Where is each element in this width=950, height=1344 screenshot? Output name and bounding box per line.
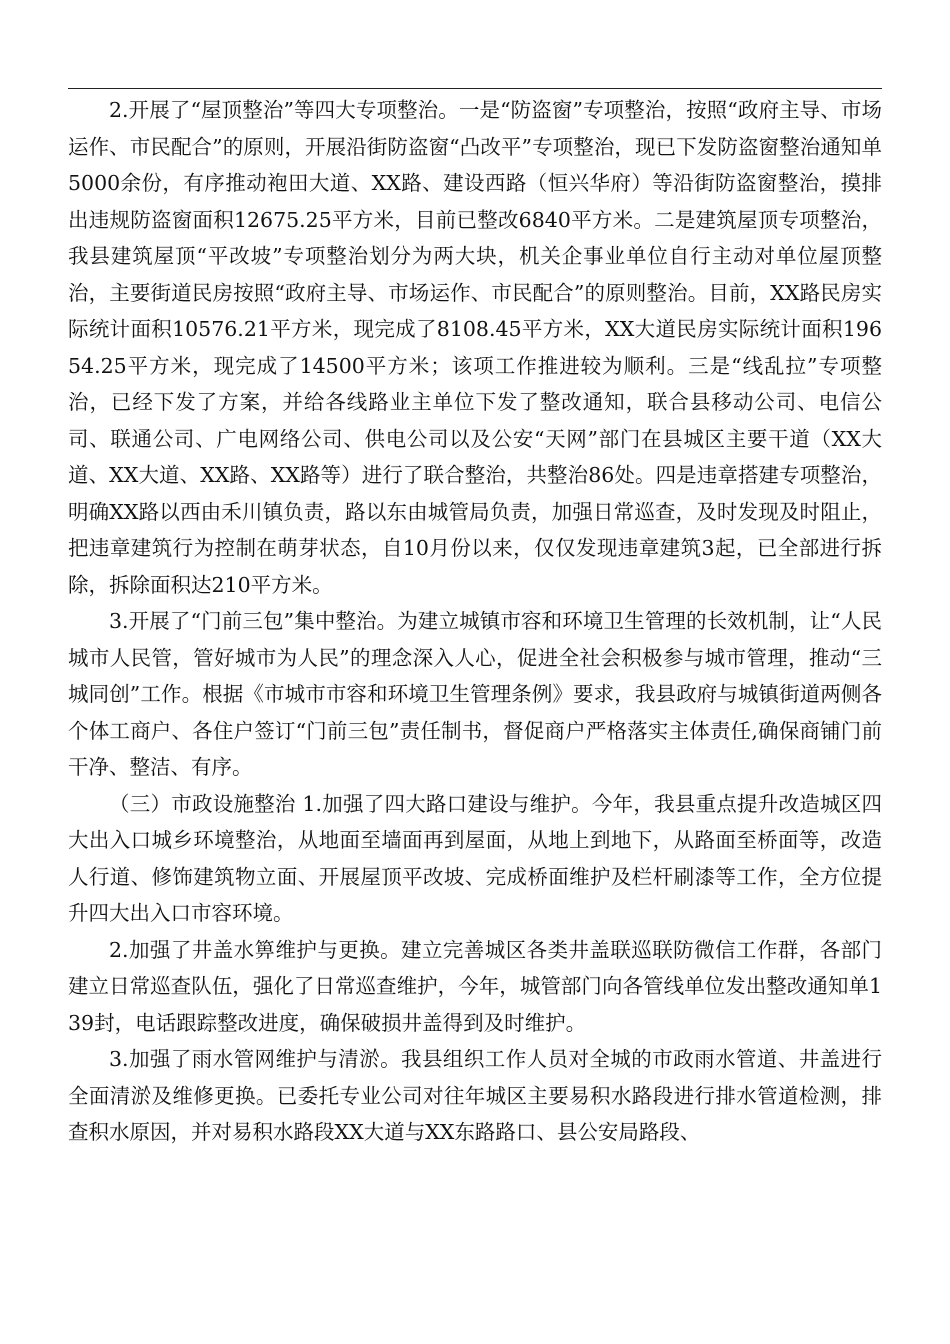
paragraph-three-guarantees: 3.开展了“门前三包”集中整治。为建立城镇市容和环境卫生管理的长效机制，让“人民城市人民管，管好城市为人民”的理念深入人心，促进全社会积极参与城市管理，推动“三城同创”工作。根据《市城市市容和环境卫生管理条例》要求，我县政府与城镇街道两侧各个体工商户、各住户签订“门前三包”责任制书，督促商户严格落实主体责任,确保商铺门前干净、整洁、有序。 (68, 609, 882, 779)
document-body (68, 92, 882, 1151)
paragraph-municipal-facilities: （三）市政设施整治 1.加强了四大路口建设与维护。今年，我县重点提升改造城区四大出入口城乡环境整治，从地面至墙面再到屋面，从地上到地下，从路面至桥面等，改造人行道、修饰建筑物立面、开展屋顶平改坡、完成桥面维护及栏杆刷漆等工作，全方位提升四大出入口市容环境。 (68, 791, 882, 925)
paragraph-rooftop-rectification: 2.开展了“屋顶整治”等四大专项整治。一是“防盗窗”专项整治，按照“政府主导、市场运作、市民配合”的原则，开展沿街防盗窗“凸改平”专项整治，现已下发防盗窗整治通知单5000余份，有序推动袍田大道、XX路、建设西路（恒兴华府）等沿街防盗窗整治，摸排出违规防盗窗面积12675.25平方米，目前已整改6840平方米。二是建筑屋顶专项整治，我县建筑屋顶“平改坡”专项整治划分为两大块，机关企事业单位自行主动对单位屋顶整治，主要街道民房按照“政府主导、市场运作、市民配合”的原则整治。目前，XX路民房实际统计面积10576.21平方米，现完成了8108.45平方米，XX大道民房实际统计面积19654.25平方米，现完成了14500平方米；该项工作推进较为顺利。三是“线乱拉”专项整治，已经下发了方案，并给各线路业主单位下发了整改通知，联合县移动公司、电信公司、联通公司、广电网络公司、供电公司以及公安“天网”部门在县城区主要干道（XX大道、XX大道、XX路、XX路等）进行了联合整治，共整治86处。四是违章搭建专项整治，明确XX路以西由禾川镇负责，路以东由城管局负责，加强日常巡查，及时发现及时阻止，把违章建筑行为控制在萌芽状态，自10月份以来，仅仅发现违章建筑3起，已全部进行拆除，拆除面积达210平方米。 (68, 98, 882, 597)
paragraph-rainwater-pipes: 3.加强了雨水管网维护与清淤。我县组织工作人员对全城的市政雨水管道、井盖进行全面清淤及维修更换。已委托专业公司对往年城区主要易积水路段进行排水管道检测，排查积水原因，并对易积水路段XX大道与XX东路路口、县公安局路段、 (68, 1047, 882, 1144)
paragraph-manhole-covers: 2.加强了井盖水箅维护与更换。建立完善城区各类井盖联巡联防微信工作群，各部门建立日常巡查队伍，强化了日常巡查维护，今年，城管部门向各管线单位发出整改通知单139封，电话跟踪整改进度，确保破损井盖得到及时维护。 (68, 937, 882, 1035)
header-rule (68, 88, 882, 89)
